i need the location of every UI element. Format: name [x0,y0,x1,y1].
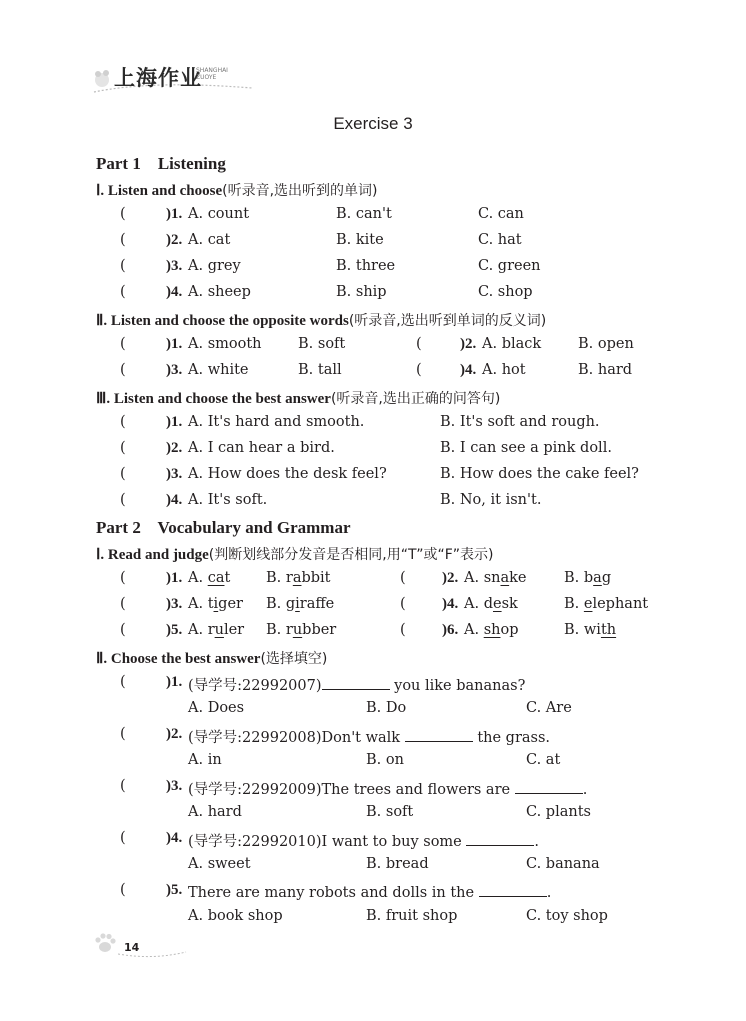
answer-paren[interactable]: ( [120,466,126,482]
fill-blank[interactable] [322,675,390,690]
answer-paren[interactable]: ( [120,882,126,898]
part1-section2-heading: Ⅱ. Listen and choose the opposite words(听录音,选出听到单词的反义词) [96,313,547,329]
page-title: Exercise 3 [333,114,413,133]
list-item: ( )1. A. cat B. rabbit ( )2. A. snake B. bag [120,570,612,586]
question-text: There are many robots and dolls in the . [188,882,551,901]
logo-text: 上海作业 [114,66,202,90]
question-text: (导学号:22992008)Don't walk the grass. [188,726,550,747]
list-item: ( )3. A. grey B. three C. green [120,258,541,274]
answer-paren[interactable]: ( [120,726,126,742]
word-option: B. rubber [266,622,337,638]
answer-paren[interactable]: ( [120,362,126,378]
answer-paren[interactable]: ( [120,570,126,586]
list-item: ( )4. A. sheep B. ship C. shop [120,284,533,300]
question-item: ( )4. (导学号:22992010)I want to buy some . [120,830,539,850]
answer-paren[interactable]: ( [416,362,422,378]
fill-blank[interactable] [405,727,473,742]
answer-paren[interactable]: ( [400,596,406,612]
header-logo [92,58,262,98]
part2-heading: Part 2 Vocabulary and Grammar [96,518,351,537]
list-item: ( )5. A. ruler B. rubber ( )6. A. shop B. with [120,622,617,638]
list-item: ( )2. A. I can hear a bird. B. I can see a pink doll. [120,440,612,456]
question-text: (导学号:22992009)The trees and flowers are . [188,778,587,799]
answer-paren[interactable]: ( [120,596,126,612]
answer-paren[interactable]: ( [120,232,126,248]
question-item: ( )3. (导学号:22992009)The trees and flowers are . [120,778,588,798]
list-item: ( )3. A. How does the desk feel? B. How does the cake feel? [120,466,639,482]
list-item: ( )2. A. cat B. kite C. hat [120,232,522,248]
answer-paren[interactable]: ( [400,622,406,638]
part2-section1-heading: Ⅰ. Read and judge(判断划线部分发音是否相同,用“T”或“F”表示) [96,547,494,563]
answer-paren[interactable]: ( [120,206,126,222]
answer-paren[interactable]: ( [120,414,126,430]
answer-paren[interactable]: ( [120,830,126,846]
paw-icon [92,930,116,954]
word-option: B. rabbit [266,570,331,586]
question-text: (导学号:22992007) you like bananas? [188,674,525,695]
list-item: ( )4. A. It's soft. B. No, it isn't. [120,492,542,508]
page-number: 14 [124,941,140,954]
answer-paren[interactable]: ( [120,440,126,456]
word-option: A. tiger [188,596,243,612]
question-item: ( )5. There are many robots and dolls in the . [120,882,552,901]
word-option: A. ruler [188,622,245,638]
fill-blank[interactable] [515,779,583,794]
answer-paren[interactable]: ( [120,284,126,300]
part1-section1-heading: Ⅰ. Listen and choose(听录音,选出听到的单词) [96,183,378,199]
answer-paren[interactable]: ( [120,778,126,794]
answer-paren[interactable]: ( [120,674,126,690]
list-item: ( )3. A. tiger B. giraffe ( )4. A. desk B. elephant [120,596,649,612]
word-option: B. bag [564,570,612,586]
word-option: A. shop [464,622,519,638]
answer-paren[interactable]: ( [120,336,126,352]
part2-section2-heading: Ⅱ. Choose the best answer(选择填空) [96,651,328,667]
part1-heading: Part 1 Listening [96,154,226,173]
answer-paren[interactable]: ( [120,492,126,508]
word-option: B. giraffe [266,596,335,612]
answer-paren[interactable]: ( [400,570,406,586]
list-item: ( )1. A. It's hard and smooth. B. It's soft and rough. [120,414,600,430]
question-item: ( )1. (导学号:22992007) you like bananas? [120,674,526,694]
word-option: A. desk [464,596,518,612]
list-item: ( )1. A. count B. can't C. can [120,206,524,222]
list-item: ( )3. A. white B. tall ( )4. A. hot B. hard [120,362,633,378]
question-item: ( )2. (导学号:22992008)Don't walk the grass. [120,726,551,746]
word-option: A. cat [188,570,231,586]
fill-blank[interactable] [479,882,547,897]
answer-paren[interactable]: ( [120,622,126,638]
list-item: ( )1. A. smooth B. soft ( )2. A. black B. open [120,336,634,352]
word-option: A. snake [464,570,527,586]
answer-paren[interactable]: ( [120,258,126,274]
part1-section3-heading: Ⅲ. Listen and choose the best answer(听录音,选出正确的问答句) [96,391,501,407]
logo-subtext: SHANGHAI ZUOYE [196,67,228,81]
word-option: B. elephant [564,596,649,612]
word-option: B. with [564,622,617,638]
fill-blank[interactable] [466,831,534,846]
question-text: (导学号:22992010)I want to buy some . [188,830,539,851]
answer-paren[interactable]: ( [416,336,422,352]
